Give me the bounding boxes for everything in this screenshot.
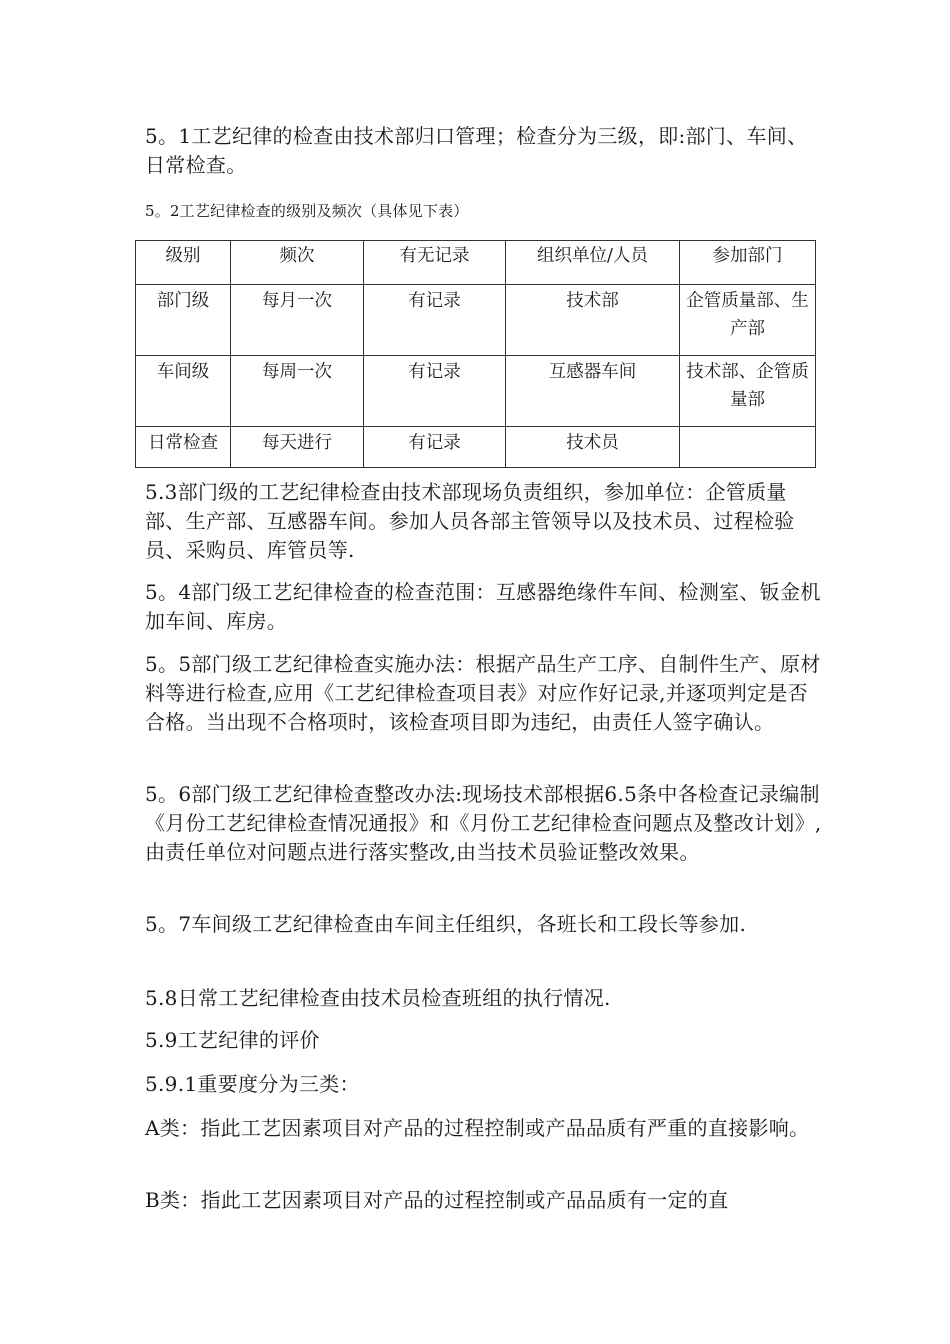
- table-cell: 企管质量部、生产部: [680, 285, 816, 356]
- table-cell: 技术员: [506, 427, 680, 468]
- paragraph-class-b: B类：指此工艺因素项目对产品的过程控制或产品品质有一定的直: [145, 1188, 729, 1212]
- table-cell: 技术部、企管质量部: [680, 356, 816, 427]
- paragraph-5-7: 5。7车间级工艺纪律检查由车间主任组织，各班长和工段长等参加.: [145, 912, 747, 936]
- table-header-cell: 参加部门: [680, 241, 816, 285]
- paragraph-5-2: 5。2工艺纪律检查的级别及频次（具体见下表）: [145, 202, 469, 220]
- table-cell: 每天进行: [231, 427, 364, 468]
- table-row: [136, 356, 816, 427]
- paragraph-5-1: 5。1工艺纪律的检查由技术部归口管理；检查分为三级，即:部门、车间、日常检查。: [145, 124, 808, 177]
- paragraph-5-8: 5.8日常工艺纪律检查由技术员检查班组的执行情况.: [145, 986, 611, 1010]
- table-cell: 车间级: [136, 356, 231, 427]
- paragraph-5-9: 5.9工艺纪律的评价: [145, 1028, 320, 1052]
- table-row: [136, 427, 816, 468]
- paragraph-5-3: 5.3部门级的工艺纪律检查由技术部现场负责组织，参加单位：企管质量部、生产部、互感器车间。参加人员各部主管领导以及技术员、过程检验员、采购员、库管员等.: [145, 480, 795, 562]
- table-cell: 有记录: [364, 285, 506, 356]
- table-cell: [680, 427, 816, 468]
- table-header-cell: 有无记录: [364, 241, 506, 285]
- paragraph-class-a: A类：指此工艺因素项目对产品的过程控制或产品品质有严重的直接影响。: [145, 1116, 810, 1140]
- table-cell: 部门级: [136, 285, 231, 356]
- paragraph-5-4: 5。4部门级工艺纪律检查的检查范围：互感器绝缘件车间、检测室、钣金机加车间、库房。: [145, 580, 821, 633]
- table-row: [136, 285, 816, 356]
- table-header-row: [136, 241, 816, 285]
- paragraph-5-5: 5。5部门级工艺纪律检查实施办法：根据产品生产工序、自制件生产、原材料等进行检查,应用《工艺纪律检查项目表》对应作好记录,并逐项判定是否合格。当出现不合格项时，该检查项目即为违纪，由责任人签字确认。: [145, 652, 821, 734]
- paragraph-5-9-1: 5.9.1重要度分为三类：: [145, 1072, 360, 1096]
- paragraph-5-6: 5。6部门级工艺纪律检查整改办法:现场技术部根据6.5条中各检查记录编制《月份工艺纪律检查情况通报》和《月份工艺纪律检查问题点及整改计划》,由责任单位对问题点进行落实整改,由当技术员验证整改效果。: [145, 782, 822, 864]
- table-header-cell: 组织单位/人员: [506, 241, 680, 285]
- table-cell: 每周一次: [231, 356, 364, 427]
- table-cell: 有记录: [364, 427, 506, 468]
- table-cell: 有记录: [364, 356, 506, 427]
- table-cell: 技术部: [506, 285, 680, 356]
- table-header-cell: 频次: [231, 241, 364, 285]
- table-cell: 日常检查: [136, 427, 231, 468]
- table-header-cell: 级别: [136, 241, 231, 285]
- inspection-level-table: [135, 240, 816, 468]
- table-cell: 互感器车间: [506, 356, 680, 427]
- table-cell: 每月一次: [231, 285, 364, 356]
